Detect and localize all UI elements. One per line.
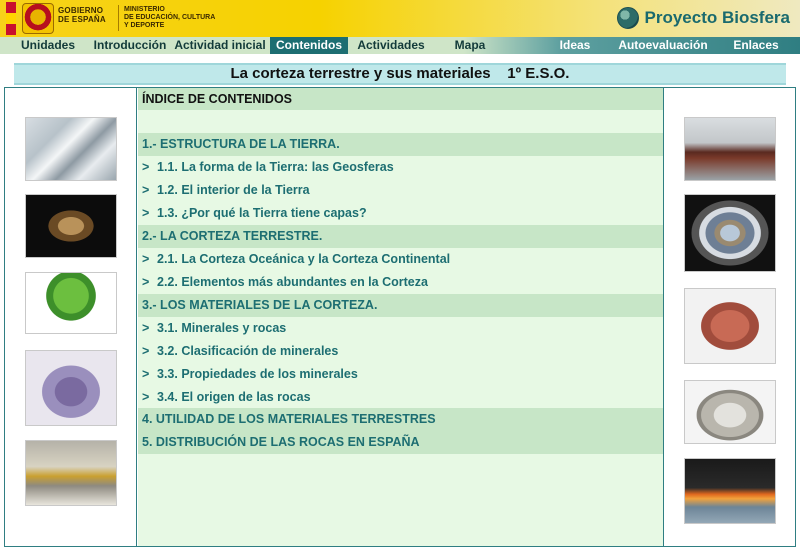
index-row-text: 3.3. Propiedades de los minerales — [157, 367, 358, 381]
red-rock-image — [684, 288, 776, 364]
coat-of-arms-icon — [22, 3, 54, 34]
gov-line-2: DE ESPAÑA — [58, 15, 106, 24]
chevron-right-icon: > — [142, 367, 150, 381]
chevron-right-icon: > — [142, 390, 150, 404]
index-row[interactable] — [138, 156, 663, 179]
nav-actividad-inicial[interactable]: Actividad inicial — [174, 38, 266, 52]
nav-unidades[interactable]: Unidades — [20, 38, 75, 52]
index-row[interactable] — [138, 340, 663, 363]
project-logo[interactable] — [617, 7, 791, 29]
project-title: Proyecto Biosfera — [644, 8, 790, 27]
index-row-text: 2.1. La Corteza Oceánica y la Corteza Continental — [157, 252, 451, 266]
chevron-right-icon: > — [142, 252, 150, 266]
right-image-column — [663, 88, 795, 546]
index-row[interactable] — [138, 431, 663, 454]
index-row-text: 5. DISTRIBUCIÓN DE LAS ROCAS EN ESPAÑA — [142, 435, 420, 449]
nav-autoevaluacion[interactable]: Autoevaluación — [618, 38, 708, 52]
index-row[interactable] — [138, 294, 663, 317]
amethyst-geode-image — [25, 350, 117, 426]
index-row-text: 3.1. Minerales y rocas — [157, 321, 287, 335]
page-title: La corteza terrestre y sus materiales 1º E.S.O. — [230, 65, 570, 82]
index-row[interactable] — [138, 179, 663, 202]
government-logo-text — [58, 6, 106, 24]
quartz-crystals-image — [25, 117, 117, 181]
native-copper-image — [25, 194, 117, 258]
nav-enlaces[interactable]: Enlaces — [733, 38, 779, 52]
nav-contenidos[interactable]: Contenidos — [270, 37, 348, 54]
spain-flag-icon — [6, 2, 16, 35]
title-band — [14, 63, 786, 85]
index-row[interactable] — [138, 248, 663, 271]
main-nav — [0, 37, 800, 54]
gov-line-1: GOBIERNO — [58, 6, 104, 15]
ministry-line-2: DE EDUCACIÓN, CULTURA — [124, 14, 216, 21]
nav-introduccion[interactable]: Introducción — [93, 38, 167, 52]
ministry-logo-text — [124, 6, 215, 30]
index-row-text: 1.1. La forma de la Tierra: las Geosferas — [157, 160, 394, 174]
oil-fire-image — [684, 458, 776, 524]
nav-ideas[interactable]: Ideas — [559, 38, 591, 52]
ministry-line-3: Y DEPORTE — [124, 22, 165, 29]
index-row[interactable] — [138, 317, 663, 340]
oil-tankers-image — [684, 117, 776, 181]
agate-slice-image — [684, 194, 776, 272]
index-row[interactable] — [138, 386, 663, 409]
globe-icon — [617, 7, 639, 29]
index-row[interactable] — [138, 133, 663, 156]
index-heading: ÍNDICE DE CONTENIDOS — [138, 88, 663, 110]
index-row-text: 2.2. Elementos más abundantes en la Corteza — [157, 275, 428, 289]
index-row-text: 3.4. El origen de las rocas — [157, 390, 311, 404]
chevron-right-icon: > — [142, 206, 150, 220]
white-rock-image — [684, 380, 776, 444]
nav-mapa[interactable]: Mapa — [454, 38, 486, 52]
nav-actividades[interactable]: Actividades — [357, 38, 425, 52]
content-frame — [4, 87, 796, 547]
ministry-line-1: MINISTERIO — [124, 6, 165, 13]
chevron-right-icon: > — [142, 160, 150, 174]
chevron-right-icon: > — [142, 275, 150, 289]
index-panel — [138, 88, 663, 546]
index-row[interactable] — [138, 408, 663, 431]
index-row-text: 3.2. Clasificación de minerales — [157, 344, 339, 358]
index-row[interactable] — [138, 271, 663, 294]
index-row-text: 2.- LA CORTEZA TERRESTRE. — [142, 229, 323, 243]
index-row[interactable] — [138, 363, 663, 386]
tree-drawing-image — [25, 272, 117, 334]
index-row-text: 3.- LOS MATERIALES DE LA CORTEZA. — [142, 298, 378, 312]
index-row-text: 1.2. El interior de la Tierra — [157, 183, 310, 197]
index-row[interactable] — [138, 225, 663, 248]
header-bar — [0, 0, 800, 37]
left-image-column — [5, 88, 137, 546]
chevron-right-icon: > — [142, 183, 150, 197]
chevron-right-icon: > — [142, 344, 150, 358]
header-divider — [118, 5, 119, 31]
index-row-text: 4. UTILIDAD DE LOS MATERIALES TERRESTRES — [142, 412, 436, 426]
mining-truck-image — [25, 440, 117, 506]
index-row-text: 1.- ESTRUCTURA DE LA TIERRA. — [142, 137, 340, 151]
index-row[interactable] — [138, 202, 663, 225]
index-row-text: 1.3. ¿Por qué la Tierra tiene capas? — [157, 206, 367, 220]
chevron-right-icon: > — [142, 321, 150, 335]
